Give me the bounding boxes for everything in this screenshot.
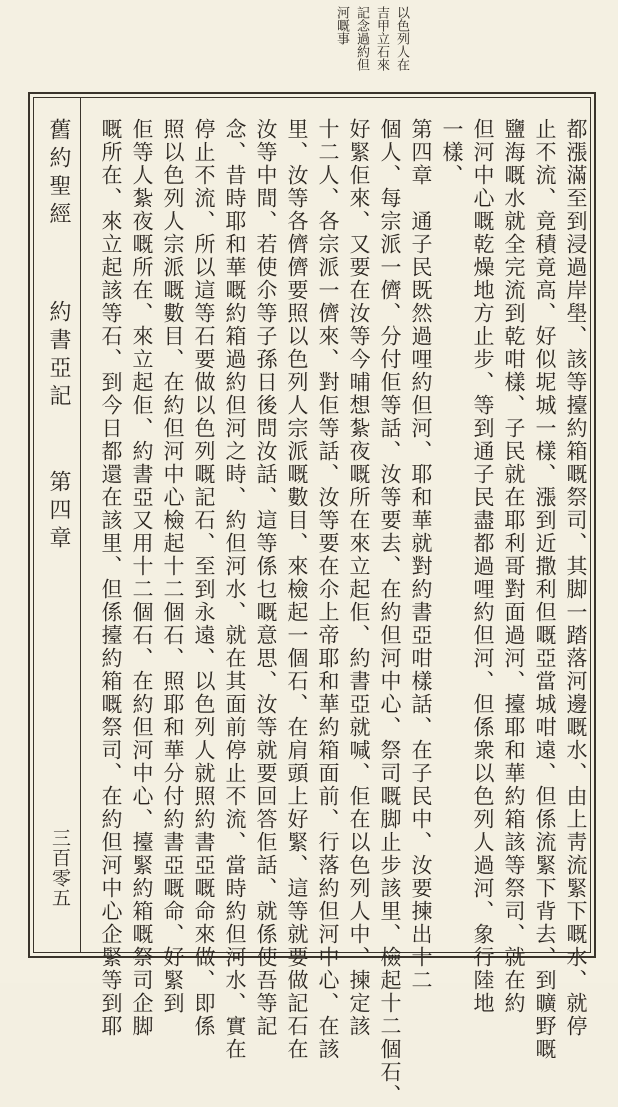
body-column-16: 嘅所在、來立起該等石、到今日都還在該里、但係擡約箱嘅祭司、在約但河中心企緊等到耶 [99, 118, 123, 1038]
section-title: 約書亞記 [46, 300, 71, 412]
chapter-label: 第四章 [46, 470, 71, 554]
body-column-7: 個人、每宗派一儕、分付佢等話、汝等要去、在約但河中心、祭司嘅脚止步該里、檢起十二個石、 [378, 118, 402, 1107]
body-column-11: 汝等中間、若使尒等子孫日後問汝話、這等係乜嘅意思、汝等就要回答佢話、就係使吾等記 [254, 118, 278, 1038]
title-column-divider [80, 97, 81, 953]
header-note-2: 吉甲立石來 [374, 6, 389, 71]
header-note-1: 以色列人在 [394, 6, 409, 71]
body-column-15: 佢等人紮夜嘅所在、來立起佢、約書亞又用十二個石、在約但河中心、擡緊約箱嘅祭司企脚 [130, 118, 154, 1038]
body-column-8: 好緊佢來、又要在汝等今晡想紮夜嘅所在來立起佢、約書亞就喊、佢在以色列人中、揀定該 [347, 118, 371, 1038]
body-column-6: 第四章 通子民既然過哩約但河、耶和華就對約書亞咁樣話、在子民中、汝要揀出十二 [409, 118, 433, 992]
body-column-9: 十二人、各宗派一儕來、對佢等話、汝等要在尒上帝耶和華約箱面前、行落約但河中心、在該 [316, 118, 340, 1061]
body-column-14: 照以色列人宗派嘅數目、在約但河中心檢起十二個石、照耶和華分付約書亞嘅命、好緊到 [161, 118, 185, 1015]
body-column-10: 里、汝等各儕儕要照以色列人宗派嘅數目、來檢起一個石、在肩頭上好緊、這等就要做記石在 [285, 118, 309, 1061]
page-number: 三百零五 [49, 828, 71, 908]
body-column-3: 鹽海嘅水就全完流到乾咁樣、子民就在耶利哥對面過河、擡耶和華約箱該等祭司、就在約 [502, 118, 526, 1015]
body-column-13: 停止不流、所以這等石要做以色列嘅記石、至到永遠、以色列人就照約書亞嘅命來做、即係 [192, 118, 216, 1038]
header-note-3: 記念過約但 [354, 6, 369, 71]
header-note-4: 河嘅事 [334, 6, 349, 45]
body-column-4: 但河中心嘅乾燥地方止步、等到通子民盡都過哩約但河、但係衆以色列人過河、象行陸地 [471, 118, 495, 1015]
body-column-2: 止不流、竟積竟高、好似坭城一樣、漲到近撒利但嘅亞當城咁遠、但係流緊下背去、到曠野嘅 [533, 118, 557, 1061]
body-column-1: 都漲滿至到浸過岸壆、該等擡約箱嘅祭司、其脚一踏落河邊嘅水、由上靑流緊下嘅水、就停 [564, 118, 588, 1038]
book-title: 舊約聖經 [46, 118, 71, 230]
body-column-5: 一樣、 [440, 118, 464, 187]
body-column-12: 念、昔時耶和華嘅約箱過約但河之時、約但河水、就在其面前停止不流、當時約但河水、實在 [223, 118, 247, 1061]
